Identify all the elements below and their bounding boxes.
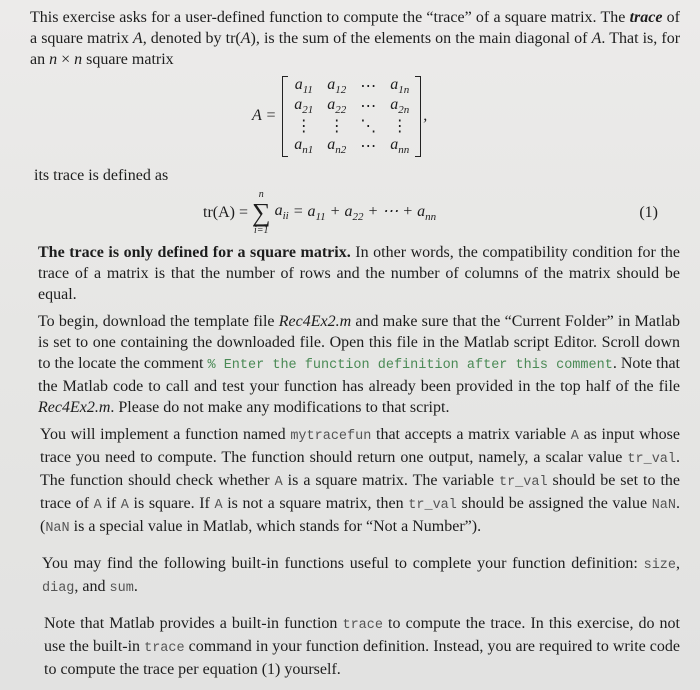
text-segment: A bbox=[132, 30, 143, 47]
term-base: a bbox=[274, 202, 283, 220]
rhs-subscript: nn bbox=[425, 211, 437, 224]
sum-upper-limit: n bbox=[258, 188, 264, 200]
matrix-comma: , bbox=[423, 107, 428, 125]
equation-rhs bbox=[293, 201, 436, 223]
cell-base: a bbox=[294, 96, 303, 114]
text-segment: . Please do not make any modifications to that script. bbox=[110, 398, 450, 416]
cell-base: ⋮ bbox=[328, 118, 345, 136]
text-segment: is square. If bbox=[128, 494, 215, 512]
matrix-cell bbox=[320, 116, 353, 136]
cell-subscript: 11 bbox=[302, 84, 313, 97]
matrix-row bbox=[287, 116, 416, 136]
matrix-cell bbox=[320, 136, 353, 156]
sum-lower-limit: i=1 bbox=[254, 224, 269, 236]
text-segment: . Note that the Matlab code to call and test your function has already been provided in the top half of the file bbox=[38, 354, 680, 395]
summation bbox=[252, 190, 271, 236]
text-segment: command in your function definition. Instead, you are required to write code to compute the trace per equation (1) yourself. bbox=[44, 637, 680, 678]
matrix-row bbox=[287, 136, 416, 156]
matrix-cell bbox=[353, 136, 383, 156]
text-segment: square matrix bbox=[82, 51, 174, 68]
cell-base: a bbox=[327, 136, 336, 154]
cell-base: a bbox=[294, 76, 303, 93]
inline-code: diag bbox=[42, 580, 75, 596]
inline-code: sum bbox=[109, 580, 134, 596]
text-segment: You may find the following built-in functions useful to complete your function definition: bbox=[42, 554, 644, 572]
text-segment: . ( bbox=[40, 494, 680, 535]
text-segment: of a square matrix bbox=[30, 9, 681, 47]
text-segment: Note that Matlab provides a built-in function bbox=[44, 614, 343, 632]
text-segment: , and bbox=[74, 577, 110, 595]
intro-paragraph bbox=[30, 7, 680, 70]
text-segment: . The function should check whether bbox=[40, 448, 680, 489]
matrix-cell bbox=[383, 76, 416, 96]
text-segment: Rec4Ex2.m bbox=[38, 398, 111, 416]
equation-term bbox=[275, 202, 289, 222]
text-segment: A bbox=[591, 30, 602, 47]
matrix-definition bbox=[252, 76, 427, 157]
cell-base: a bbox=[327, 96, 336, 114]
cell-subscript: n1 bbox=[302, 144, 314, 157]
text-segment: To begin, download the template file bbox=[38, 312, 279, 330]
equation-lhs: tr(A) = bbox=[203, 203, 249, 221]
text-segment: n bbox=[74, 51, 83, 68]
inline-code: tr_val bbox=[627, 451, 676, 467]
text-segment: should be assigned the value bbox=[456, 494, 652, 512]
inline-code: tr_val bbox=[408, 497, 457, 513]
matrix-table bbox=[287, 76, 416, 157]
instructions-paragraph bbox=[30, 311, 680, 418]
text-segment: In other words, the compatibility condition for the trace of a matrix is that the number of rows and the number of columns of the matrix should be equal. bbox=[38, 243, 680, 303]
text-segment: is a square matrix. The variable bbox=[282, 471, 499, 489]
inline-code: A bbox=[274, 474, 283, 490]
rhs-subscript: 11 bbox=[315, 211, 326, 224]
matrix-cell bbox=[287, 136, 320, 156]
cell-base: ⋮ bbox=[295, 118, 312, 136]
term-sub: ii bbox=[282, 210, 289, 223]
text-segment: , denoted by tr( bbox=[142, 30, 241, 47]
square-condition-paragraph bbox=[30, 242, 680, 305]
equation-row bbox=[30, 190, 680, 236]
text-segment: if bbox=[101, 494, 121, 512]
text-segment: . That is, for an bbox=[30, 30, 681, 68]
inline-code: mytracefun bbox=[290, 428, 372, 444]
text-segment: is a special value in Matlab, which stands for “Not a Number”). bbox=[69, 517, 482, 535]
cell-base: a bbox=[390, 96, 399, 114]
matrix-cell bbox=[287, 76, 320, 96]
cell-subscript: 21 bbox=[302, 104, 314, 117]
cell-base: ⋯ bbox=[360, 78, 377, 96]
matrix-cell bbox=[287, 96, 320, 116]
cell-subscript: n2 bbox=[335, 144, 347, 157]
trace-equation bbox=[203, 190, 436, 236]
cell-base: a bbox=[294, 136, 303, 154]
text-segment: n bbox=[49, 51, 58, 68]
inline-code: trace bbox=[342, 617, 383, 633]
cell-base: ⋮ bbox=[391, 118, 408, 136]
text-segment: is not a square matrix, then bbox=[222, 494, 409, 512]
cell-base: a bbox=[390, 76, 399, 93]
text-segment: . bbox=[133, 577, 138, 595]
text-segment: , bbox=[676, 554, 680, 572]
rhs-term: + a bbox=[325, 203, 353, 221]
matrix-cell bbox=[353, 116, 383, 136]
cell-base: a bbox=[327, 76, 336, 93]
cell-base: ⋱ bbox=[360, 118, 377, 136]
text-segment: should be set to the trace of bbox=[40, 471, 681, 512]
text-segment: trace bbox=[629, 9, 663, 26]
inline-code: % Enter the function definition after this comment bbox=[207, 357, 613, 373]
rhs-subscript: 22 bbox=[352, 211, 364, 224]
inline-code: A bbox=[214, 497, 223, 513]
matrix-cell bbox=[353, 96, 383, 116]
text-segment: The trace is only defined for a square matrix. bbox=[38, 243, 351, 261]
text-segment: as input whose trace you need to compute. The function should return one output, namely, a scalar value bbox=[40, 425, 680, 466]
function-spec-paragraph bbox=[30, 424, 680, 539]
rhs-term: = a bbox=[292, 203, 316, 221]
matrix-cell bbox=[383, 96, 416, 116]
hint-paragraph bbox=[30, 553, 680, 599]
inline-code: size bbox=[643, 557, 676, 573]
matrix-block bbox=[30, 76, 680, 157]
matrix-row bbox=[287, 96, 416, 116]
text-segment: ), is the sum of the elements on the main diagonal of bbox=[250, 30, 592, 47]
matrix-cell bbox=[320, 76, 353, 96]
cell-subscript: nn bbox=[398, 144, 410, 157]
cell-base: a bbox=[390, 136, 399, 154]
cell-subscript: 12 bbox=[335, 84, 347, 97]
sigma-symbol: ∑ bbox=[252, 197, 271, 227]
cell-base: ⋯ bbox=[360, 138, 377, 156]
rhs-term: + ⋯ + a bbox=[363, 203, 426, 221]
text-segment: A bbox=[240, 30, 251, 47]
text-segment: its trace is defined as bbox=[34, 166, 169, 184]
text-segment: This exercise asks for a user-defined function to compute the “trace” of a square matrix. The bbox=[30, 9, 630, 26]
inline-code: NaN bbox=[651, 497, 676, 513]
note-paragraph bbox=[30, 613, 680, 680]
trace-definition-intro bbox=[30, 165, 680, 186]
cell-subscript: 2n bbox=[398, 104, 410, 117]
inline-code: A bbox=[570, 428, 579, 444]
text-segment: that accepts a matrix variable bbox=[371, 425, 571, 443]
text-segment: and make sure that the “Current Folder” in Matlab is set to one containing the downloaded file. Open this file in the Matlab script Editor. Scroll down to the locate the comment bbox=[38, 312, 680, 372]
matrix-label: A = bbox=[252, 107, 277, 125]
matrix-cell bbox=[320, 96, 353, 116]
cell-subscript: 22 bbox=[335, 104, 347, 117]
matrix-brackets bbox=[282, 76, 421, 157]
text-segment: Rec4Ex2.m bbox=[278, 312, 352, 330]
cell-base: ⋯ bbox=[360, 98, 377, 116]
inline-code: A bbox=[93, 497, 102, 513]
matrix-row bbox=[287, 76, 416, 96]
matrix-cell bbox=[383, 116, 416, 136]
equation-number: (1) bbox=[639, 203, 658, 221]
matrix-cell bbox=[353, 76, 383, 96]
text-segment: × bbox=[57, 51, 75, 68]
cell-subscript: 1n bbox=[398, 84, 410, 97]
inline-code: tr_val bbox=[498, 474, 548, 490]
matrix-cell bbox=[383, 136, 416, 156]
text-segment: to compute the trace. In this exercise, do not use the built-in bbox=[44, 614, 681, 655]
text-segment: You will implement a function named bbox=[40, 425, 291, 443]
inline-code: A bbox=[120, 497, 129, 513]
inline-code: trace bbox=[144, 640, 185, 656]
inline-code: NaN bbox=[45, 520, 70, 536]
matrix-cell bbox=[287, 116, 320, 136]
